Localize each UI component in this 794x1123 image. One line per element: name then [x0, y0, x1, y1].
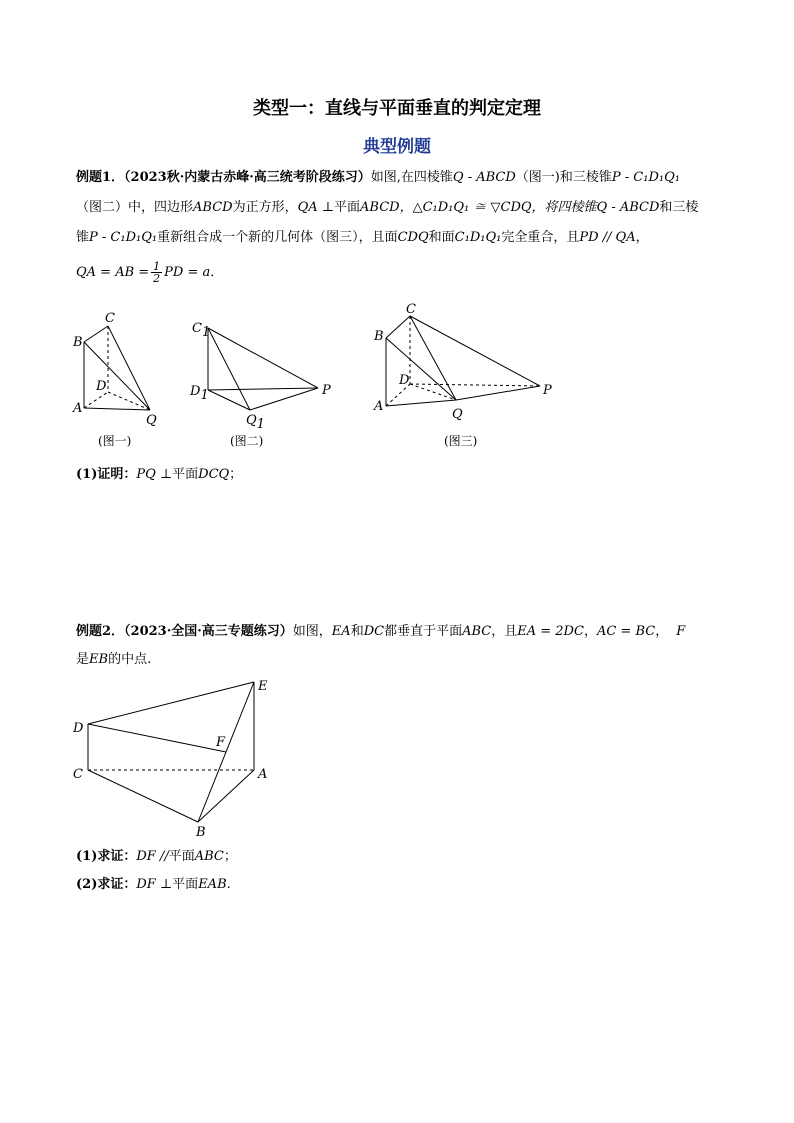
fraction-denominator: 2: [153, 272, 161, 285]
text: 完全重合，且: [501, 230, 580, 245]
math: EAB: [198, 877, 227, 892]
text: （图二）中，四边形: [76, 200, 194, 215]
example1-line3: [76, 230, 726, 246]
example2-label: 例题2．: [76, 624, 125, 639]
text: 和面: [428, 230, 455, 245]
label-d: D: [399, 373, 410, 388]
page-title: 类型一：直线与平面垂直的判定定理: [253, 98, 541, 119]
math: P - C₁D₁Q₁: [611, 170, 680, 185]
example1-equation: [76, 260, 726, 286]
math: DCQ: [198, 467, 230, 482]
text: 平面: [334, 200, 361, 215]
text: ，: [635, 230, 649, 245]
label-q1-sub: 1: [256, 417, 265, 432]
math: AC = BC: [596, 624, 656, 639]
example1-label: 例题1．: [76, 170, 125, 185]
fraction: [151, 261, 162, 284]
example1-figures: [60, 300, 580, 460]
text: 平面: [172, 877, 199, 892]
text: ；: [223, 849, 237, 864]
label-d: D: [73, 721, 84, 736]
text: 如图，: [292, 624, 332, 639]
math: PD = a: [164, 265, 211, 280]
label-c1-main: C: [192, 321, 202, 336]
question-label: (1)求证：: [76, 849, 137, 864]
math: ，△C₁D₁Q₁ ≅ ▽CDQ，将四棱锥: [399, 200, 597, 215]
text: ，: [655, 624, 669, 639]
label-a: A: [258, 767, 268, 782]
label-d: D: [96, 379, 107, 394]
example2-question2: [76, 877, 726, 893]
math: C₁D₁Q₁: [454, 230, 502, 245]
math: Q - ABCD: [596, 200, 660, 215]
math: Q - ABCD: [452, 170, 516, 185]
label-d1: [189, 384, 209, 403]
text: 是: [76, 652, 90, 667]
example1-source: （2023秋·内蒙古赤峰·高三统考阶段练习）: [124, 170, 371, 185]
math: EB: [89, 652, 109, 667]
math: F: [676, 624, 686, 639]
math: EA = 2DC: [517, 624, 584, 639]
example1-line2: [76, 200, 726, 216]
text: 如图,在四棱锥: [370, 170, 453, 185]
math: ABC: [462, 624, 492, 639]
example1-question1: [76, 467, 726, 483]
text: 平面: [168, 849, 195, 864]
label-d1-main: D: [190, 384, 201, 399]
label-b: B: [73, 335, 83, 350]
math: QA = AB =: [76, 265, 150, 280]
text: ；: [229, 467, 243, 482]
label-b: B: [196, 825, 206, 840]
label-a: A: [374, 399, 384, 414]
label-c1: [192, 321, 210, 340]
example2-line2: [76, 652, 726, 668]
label-q: Q: [452, 407, 463, 422]
question-label: (1)证明：: [76, 467, 137, 482]
label-e: E: [258, 679, 268, 694]
text: 都垂直于平面: [384, 624, 463, 639]
section-subtitle: 典型例题: [363, 137, 431, 157]
figure-1: [72, 311, 157, 448]
text: ，且: [491, 624, 518, 639]
example2-figure: [60, 672, 290, 842]
math: P - C₁D₁Q₁: [89, 230, 158, 245]
label-q1-main: Q: [246, 413, 257, 428]
math: ABCD: [360, 200, 400, 215]
label-p: P: [322, 383, 331, 398]
figure-3-caption: (图三): [444, 434, 478, 448]
label-p: P: [543, 383, 552, 398]
example1-line1: [76, 170, 726, 186]
text: 锥: [76, 230, 90, 245]
math: CDQ: [397, 230, 429, 245]
label-f: F: [216, 735, 226, 750]
figure-1-caption: (图一): [98, 434, 132, 448]
example2-source: （2023·全国·高三专题练习）: [124, 624, 293, 639]
label-b: B: [374, 329, 384, 344]
label-q1: [246, 413, 265, 432]
math: DF //: [136, 849, 169, 864]
text: .: [226, 877, 231, 892]
text: 和: [350, 624, 364, 639]
text: （图一)和三棱锥: [515, 170, 612, 185]
text: 和三棱: [659, 200, 699, 215]
label-c1-sub: 1: [201, 325, 211, 340]
text: ，: [583, 624, 597, 639]
label-c: C: [73, 767, 83, 782]
label-q: Q: [146, 413, 157, 428]
math: QA ⊥: [297, 200, 334, 215]
figure-2-caption: (图二): [230, 434, 264, 448]
label-c: C: [406, 302, 416, 317]
math: DC: [363, 624, 385, 639]
math: ABC: [194, 849, 224, 864]
text: 为正方形，: [232, 200, 298, 215]
example2-question1: [76, 849, 726, 865]
text: ．: [210, 265, 224, 280]
example2-line1: [76, 624, 726, 640]
math: EA: [331, 624, 351, 639]
question-label: (2)求证：: [76, 877, 137, 892]
fraction-numerator: 1: [153, 260, 161, 273]
math: PD // QA: [579, 230, 636, 245]
text: 重新组合成一个新的几何体（图三），且面: [157, 230, 398, 245]
label-a: A: [73, 401, 83, 416]
label-d1-sub: 1: [200, 388, 209, 403]
math: PQ ⊥: [136, 467, 173, 482]
label-c: C: [105, 311, 115, 326]
figure-3: [373, 302, 552, 448]
math: ABCD: [193, 200, 233, 215]
figure-2: [189, 321, 331, 448]
text: 平面: [172, 467, 199, 482]
text: 的中点.: [108, 652, 152, 667]
math: DF ⊥: [136, 877, 173, 892]
